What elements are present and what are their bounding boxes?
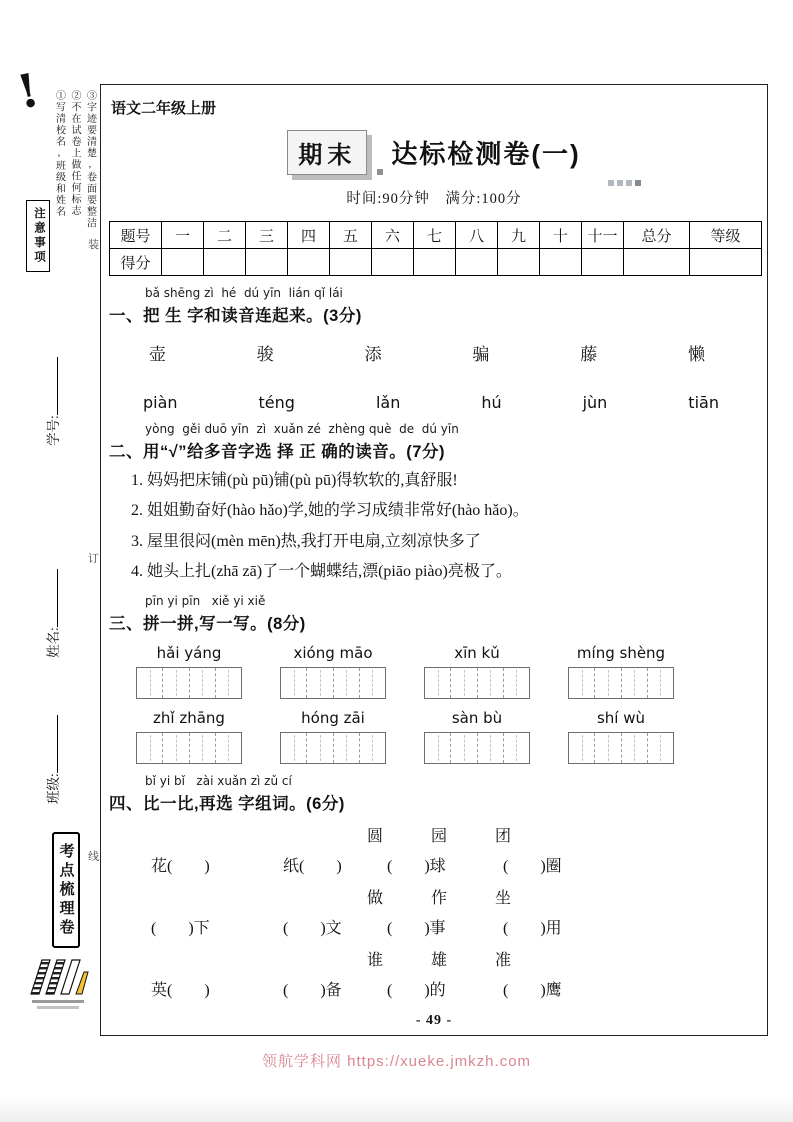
- score-empty-cell: [582, 249, 624, 276]
- match-character: 骏: [256, 345, 274, 364]
- q1-title: 一、把 生 字和读音连起来。(3分): [109, 307, 362, 325]
- notice-item: ③字迹要清楚,卷面要整洁: [84, 90, 96, 229]
- question-1: [109, 286, 759, 412]
- score-empty-cell: [330, 249, 372, 276]
- blank-item: ( )圈: [503, 857, 562, 875]
- grid-cell: [504, 668, 529, 698]
- word-column: [269, 709, 397, 764]
- class-label: 班级:: [46, 773, 61, 804]
- score-label-cell: 得分: [110, 249, 162, 276]
- word-pinyin: hóng zāi: [301, 708, 365, 727]
- choice-character: 做: [367, 889, 384, 907]
- title-dot-icon: [377, 169, 383, 175]
- title-badge: 期末: [287, 130, 367, 175]
- blank-item: ( )的: [387, 981, 446, 999]
- grid-cell: [504, 733, 529, 763]
- score-empty-cell: [624, 249, 690, 276]
- grid-cell: [478, 733, 504, 763]
- question-2: [109, 422, 759, 584]
- notice-title-badge: 注意事项: [26, 200, 50, 272]
- score-empty-cell: [372, 249, 414, 276]
- q4-blank-row: [151, 853, 759, 876]
- q4-blank-row: [151, 915, 759, 938]
- grid-cell: [334, 733, 360, 763]
- footer-watermark: 领航学科网 https://xueke.jmkzh.com: [261, 1053, 532, 1070]
- score-empty-cell: [414, 249, 456, 276]
- word-column: [557, 644, 685, 699]
- q4-choice-chars: [367, 823, 759, 846]
- score-table: [109, 221, 762, 276]
- grid-cell: [569, 668, 595, 698]
- word-pinyin: zhǐ zhāng: [153, 708, 225, 727]
- score-header-cell: 十一: [582, 222, 624, 249]
- score-header-cell: 三: [246, 222, 288, 249]
- grid-cell: [216, 733, 241, 763]
- q2-item: 1. 妈妈把床铺(pù pū)铺(pù pū)得软软的,真舒服!: [131, 472, 458, 489]
- score-empty-cell: [456, 249, 498, 276]
- q4-pinyin: bǐ yi bǐ zài xuǎn zì zǔ cí: [145, 773, 292, 788]
- page-number: - 49 -: [415, 1013, 453, 1028]
- choice-character: 园: [431, 827, 448, 845]
- binding-mark: 装: [88, 239, 99, 251]
- q3-row-2: [125, 709, 759, 764]
- q3-row-1: [125, 644, 759, 699]
- grid-cell: [307, 668, 333, 698]
- score-empty-cell: [540, 249, 582, 276]
- word-pinyin: xīn kǔ: [454, 643, 500, 662]
- blank-item: ( )下: [151, 919, 210, 937]
- blank-item: ( )文: [283, 919, 342, 937]
- grid-cell: [595, 733, 621, 763]
- blank-item: ( )用: [503, 919, 562, 937]
- binding-mark: 订: [88, 553, 99, 565]
- grid-cell: [648, 668, 673, 698]
- fill-line: [45, 569, 58, 627]
- word-pinyin: sàn bù: [451, 708, 503, 727]
- writing-grid: [424, 667, 530, 699]
- notice-item: ②不在试卷上做任何标志: [69, 90, 80, 217]
- q2-title: 二、用“√”给多音字选 择 正 确的读音。(7分): [109, 443, 445, 461]
- title-text: 达标检测卷(一): [391, 139, 581, 169]
- score-header-cell: 二: [204, 222, 246, 249]
- word-column: [557, 709, 685, 764]
- grid-cell: [334, 668, 360, 698]
- choice-character: 圆: [367, 827, 384, 845]
- q1-characters: [149, 340, 705, 365]
- word-pinyin: xióng māo: [293, 643, 373, 662]
- deco-dots-icon: [608, 180, 641, 186]
- score-header-cell: 七: [414, 222, 456, 249]
- word-column: [125, 709, 253, 764]
- q1-pinyin: bǎ shēng zì hé dú yīn lián qǐ lái: [145, 286, 343, 300]
- notice-item: ①写清校名,班级和姓名: [53, 90, 65, 218]
- grid-cell: [137, 668, 163, 698]
- notice-list: [50, 90, 98, 258]
- q4-choice-chars: [367, 885, 759, 908]
- question-4: [109, 774, 759, 1000]
- choice-character: 坐: [495, 889, 512, 907]
- writing-grid: [280, 667, 386, 699]
- word-column: [269, 644, 397, 699]
- writing-grid: [424, 732, 530, 764]
- fill-line: [45, 715, 58, 773]
- grid-cell: [478, 668, 504, 698]
- writing-grid: [280, 732, 386, 764]
- score-empty-cell: [690, 249, 762, 276]
- grid-cell: [137, 733, 163, 763]
- score-header-cell: 六: [372, 222, 414, 249]
- word-pinyin: hǎi yáng: [156, 643, 222, 662]
- notice-bang-icon: !: [12, 62, 44, 120]
- q1-readings: [143, 393, 719, 412]
- grid-cell: [360, 733, 385, 763]
- writing-grid: [568, 732, 674, 764]
- word-column: [125, 644, 253, 699]
- grid-cell: [163, 733, 189, 763]
- q4-choice-chars: [367, 947, 759, 970]
- grid-cell: [622, 668, 648, 698]
- q2-item: 3. 屋里很闷(mèn mēn)热,我打开电扇,立刻凉快多了: [131, 532, 481, 550]
- grid-cell: [425, 668, 451, 698]
- score-empty-cell: [498, 249, 540, 276]
- student-id-label: 学号:: [46, 415, 61, 446]
- grid-cell: [190, 733, 216, 763]
- q3-pinyin: pīn yi pīn xiě yi xiě: [145, 593, 266, 608]
- blank-item: 英( ): [151, 981, 210, 999]
- match-character: 懒: [687, 345, 705, 364]
- q3-title: 三、拼一拼,写一写。(8分): [109, 614, 306, 633]
- grid-cell: [425, 733, 451, 763]
- match-reading: piàn: [143, 393, 178, 412]
- score-header-cell: 五: [330, 222, 372, 249]
- grid-cell: [281, 733, 307, 763]
- match-reading: tiān: [688, 393, 719, 412]
- grid-cell: [451, 668, 477, 698]
- match-reading: lǎn: [375, 393, 401, 412]
- writing-grid: [136, 667, 242, 699]
- blank-item: 花( ): [151, 857, 210, 875]
- score-header-cell: 八: [456, 222, 498, 249]
- grid-cell: [595, 668, 621, 698]
- q2-pinyin: yòng gěi duō yīn zì xuǎn zé zhèng què de dú yīn: [145, 422, 459, 436]
- word-pinyin: shí wù: [596, 708, 646, 727]
- writing-grid: [136, 732, 242, 764]
- question-3: [109, 594, 759, 764]
- grid-cell: [216, 668, 241, 698]
- grid-cell: [569, 733, 595, 763]
- choice-character: 雄: [431, 951, 448, 969]
- choice-character: 谁: [367, 951, 384, 969]
- match-character: 藤: [580, 345, 598, 364]
- brand-logo: [26, 952, 92, 1014]
- q4-blank-row: [151, 977, 759, 1000]
- book-label: 语文二年级上册: [111, 100, 217, 117]
- score-header-cell: 一: [162, 222, 204, 249]
- match-character: 骗: [472, 345, 490, 364]
- score-header-cell: 题号: [110, 222, 162, 249]
- binding-mark: 线: [88, 851, 99, 863]
- class-field: [42, 686, 62, 804]
- score-header-row: [110, 222, 762, 249]
- score-empty-cell: [204, 249, 246, 276]
- grid-cell: [451, 733, 477, 763]
- score-empty-cell: [162, 249, 204, 276]
- score-header-cell: 四: [288, 222, 330, 249]
- match-reading: hú: [481, 393, 502, 412]
- blank-item: ( )事: [387, 919, 446, 937]
- score-empty-cell: [288, 249, 330, 276]
- score-empty-cell: [246, 249, 288, 276]
- q2-item: 4. 她头上扎(zhā zā)了一个蝴蝶结,漂(piāo piào)亮极了。: [131, 563, 512, 581]
- score-header-cell: 等级: [690, 222, 762, 249]
- word-column: [413, 644, 541, 699]
- scan-edge: [0, 1096, 793, 1122]
- blank-item: ( )鹰: [503, 981, 562, 999]
- match-character: 添: [364, 345, 382, 364]
- choice-character: 准: [495, 951, 512, 969]
- paper-subtitle: 时间:90分钟 满分:100分: [346, 191, 522, 207]
- q2-item: 2. 姐姐勤奋好(hào hǎo)学,她的学习成绩非常好(hào hǎo)。: [131, 502, 529, 520]
- choice-character: 团: [495, 827, 512, 845]
- grid-cell: [307, 733, 333, 763]
- blank-item: ( )备: [283, 981, 342, 999]
- student-id-field: [42, 328, 62, 446]
- q4-title: 四、比一比,再选 字组词。(6分): [109, 794, 345, 813]
- grid-cell: [163, 668, 189, 698]
- grid-cell: [622, 733, 648, 763]
- paper-type-badge: 考点梳理卷: [52, 832, 80, 948]
- match-reading: jùn: [582, 393, 608, 412]
- paper-title: [109, 130, 759, 178]
- score-header-cell: 总分: [624, 222, 690, 249]
- word-pinyin: míng shèng: [576, 643, 666, 662]
- grid-cell: [190, 668, 216, 698]
- writing-grid: [568, 667, 674, 699]
- match-reading: téng: [258, 393, 295, 412]
- paper-frame: [100, 84, 768, 1036]
- grid-cell: [281, 668, 307, 698]
- student-name-label: 姓名:: [46, 627, 61, 658]
- student-name-field: [42, 540, 62, 658]
- grid-cell: [648, 733, 673, 763]
- score-value-row: [110, 249, 762, 276]
- match-character: 壶: [149, 345, 166, 364]
- choice-character: 作: [431, 889, 448, 907]
- fill-line: [45, 357, 58, 415]
- score-header-cell: 十: [540, 222, 582, 249]
- blank-item: 纸( ): [283, 857, 342, 875]
- score-header-cell: 九: [498, 222, 540, 249]
- blank-item: ( )球: [387, 857, 446, 875]
- grid-cell: [360, 668, 385, 698]
- word-column: [413, 709, 541, 764]
